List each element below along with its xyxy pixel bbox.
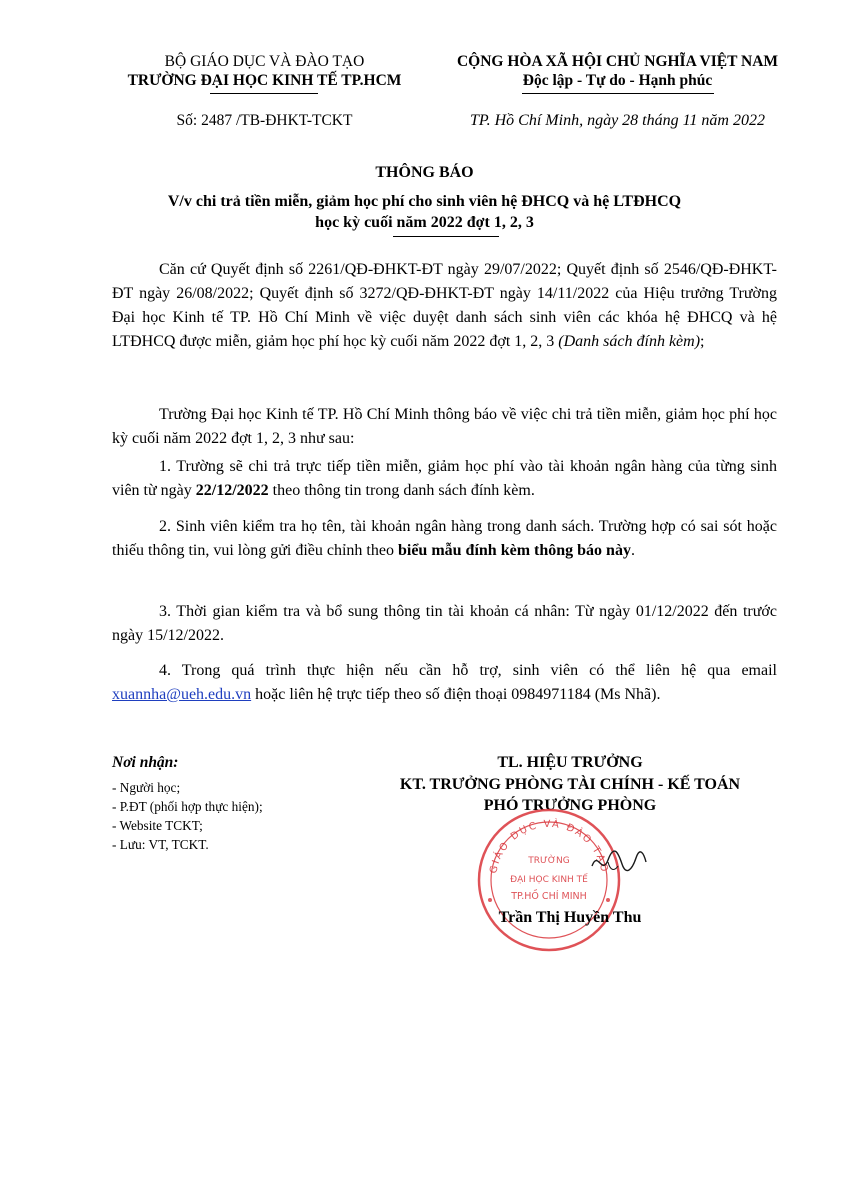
contact-email-link[interactable]: xuannha@ueh.edu.vn [112,686,252,703]
item-4-text-b: hoặc liên hệ trực tiếp theo số điện thoại 0984971184 (Ms Nhã). [251,686,661,703]
recipient-3: - Website TCKT; [112,818,203,833]
country-name: CỘNG HÒA XÃ HỘI CHỦ NGHĨA VIỆT NAM [456,53,779,70]
university-seal [474,805,624,955]
basis-text: Căn cứ Quyết định số 2261/QĐ-ĐHKT-ĐT ngày 29/07/2022; Quyết định số 2546/QĐ-ĐHKT-ĐT ngày 26/08/2022; Quyết định số 3272/QĐ-ĐHKT-ĐT ngày 14/11/2022 của Hiệu trưởng Trường Đại học Kinh tế TP. Hồ Chí Minh về việc duyệt danh sách sinh viên các khóa hệ ĐHCQ và hệ LTĐHCQ được miễn, giảm học phí học kỳ cuối năm 2022 đợt 1, 2, 3 [112,261,777,350]
signer-name: Trần Thị Huyền Thu [498,909,642,926]
item-4-text-a: 4. Trong quá trình thực hiện nếu cần hỗ trợ, sinh viên có thể liên hệ qua email [159,662,777,679]
svg-text:TRƯỜNG: TRƯỜNG [528,856,570,866]
attachment-note: (Danh sách đính kèm) [558,333,701,350]
item-1-text-b: theo thông tin trong danh sách đính kèm. [268,482,535,499]
ministry-name: BỘ GIÁO DỤC VÀ ĐÀO TẠO [164,53,365,70]
svg-text:GIÁO DỤC VÀ ĐÀO TẠO: GIÁO DỤC VÀ ĐÀO TẠO [488,818,610,875]
document-number: Số: 2487 /TB-ĐHKT-TCKT [176,112,353,129]
university-name: TRƯỜNG ĐẠI HỌC KINH TẾ TP.HCM [127,72,402,89]
date-place: TP. Hồ Chí Minh, ngày 28 tháng 11 năm 2022 [470,112,765,129]
motto-underline [522,93,714,94]
signature-line-3: PHÓ TRƯỞNG PHÒNG [483,797,657,814]
subject-underline [393,236,499,237]
item-3: 3. Thời gian kiểm tra và bổ sung thông tin tài khoản cá nhân: Từ ngày 01/12/2022 đến trước ngày 15/12/2022. [112,603,777,644]
subject-line-2: học kỳ cuối năm 2022 đợt 1, 2, 3 [315,214,534,231]
svg-text:ĐẠI HỌC KINH TẾ: ĐẠI HỌC KINH TẾ [510,875,588,885]
basis-end: ; [700,333,705,350]
national-motto: Độc lập - Tự do - Hạnh phúc [522,72,713,89]
item-2-text-a: 2. Sinh viên kiểm tra họ tên, tài khoản ngân hàng trong danh sách. Trường hợp có sai sót hoặc thiếu thông tin, vui lòng gửi điều chỉnh theo [112,518,777,559]
subject-line-1: V/v chi trả tiền miễn, giảm học phí cho sinh viên hệ ĐHCQ và hệ LTĐHCQ [167,193,682,210]
paragraph-basis [112,258,777,354]
item-1-text-a: 1. Trường sẽ chi trả trực tiếp tiền miễn, giảm học phí vào tài khoản ngân hàng của từng sinh viên từ ngày [112,458,777,499]
item-2-end: . [630,542,635,559]
recipient-1: - Người học; [112,780,181,795]
payment-date: 22/12/2022 [195,482,269,499]
item-1 [112,455,777,503]
document-heading: THÔNG BÁO [375,164,474,181]
university-underline [210,93,318,94]
svg-text:TP.HỒ CHÍ MINH: TP.HỒ CHÍ MINH [511,891,587,902]
item-2 [112,515,777,563]
paragraph-intro: Trường Đại học Kinh tế TP. Hồ Chí Minh thông báo về việc chi trả tiền miễn, giảm học phí học kỳ cuối năm 2022 đợt 1, 2, 3 như sau: [112,406,777,447]
item-4 [112,659,777,707]
attached-form-note: biểu mẫu đính kèm thông báo này [397,542,631,559]
recipient-4: - Lưu: VT, TCKT. [112,837,209,852]
recipients-label: Nơi nhận: [112,754,179,771]
signature-line-2: KT. TRƯỞNG PHÒNG TÀI CHÍNH - KẾ TOÁN [399,776,741,793]
handwritten-signature [588,840,648,880]
signature-line-1: TL. HIỆU TRƯỞNG [497,754,643,771]
recipient-2: - P.ĐT (phối hợp thực hiện); [112,799,263,814]
